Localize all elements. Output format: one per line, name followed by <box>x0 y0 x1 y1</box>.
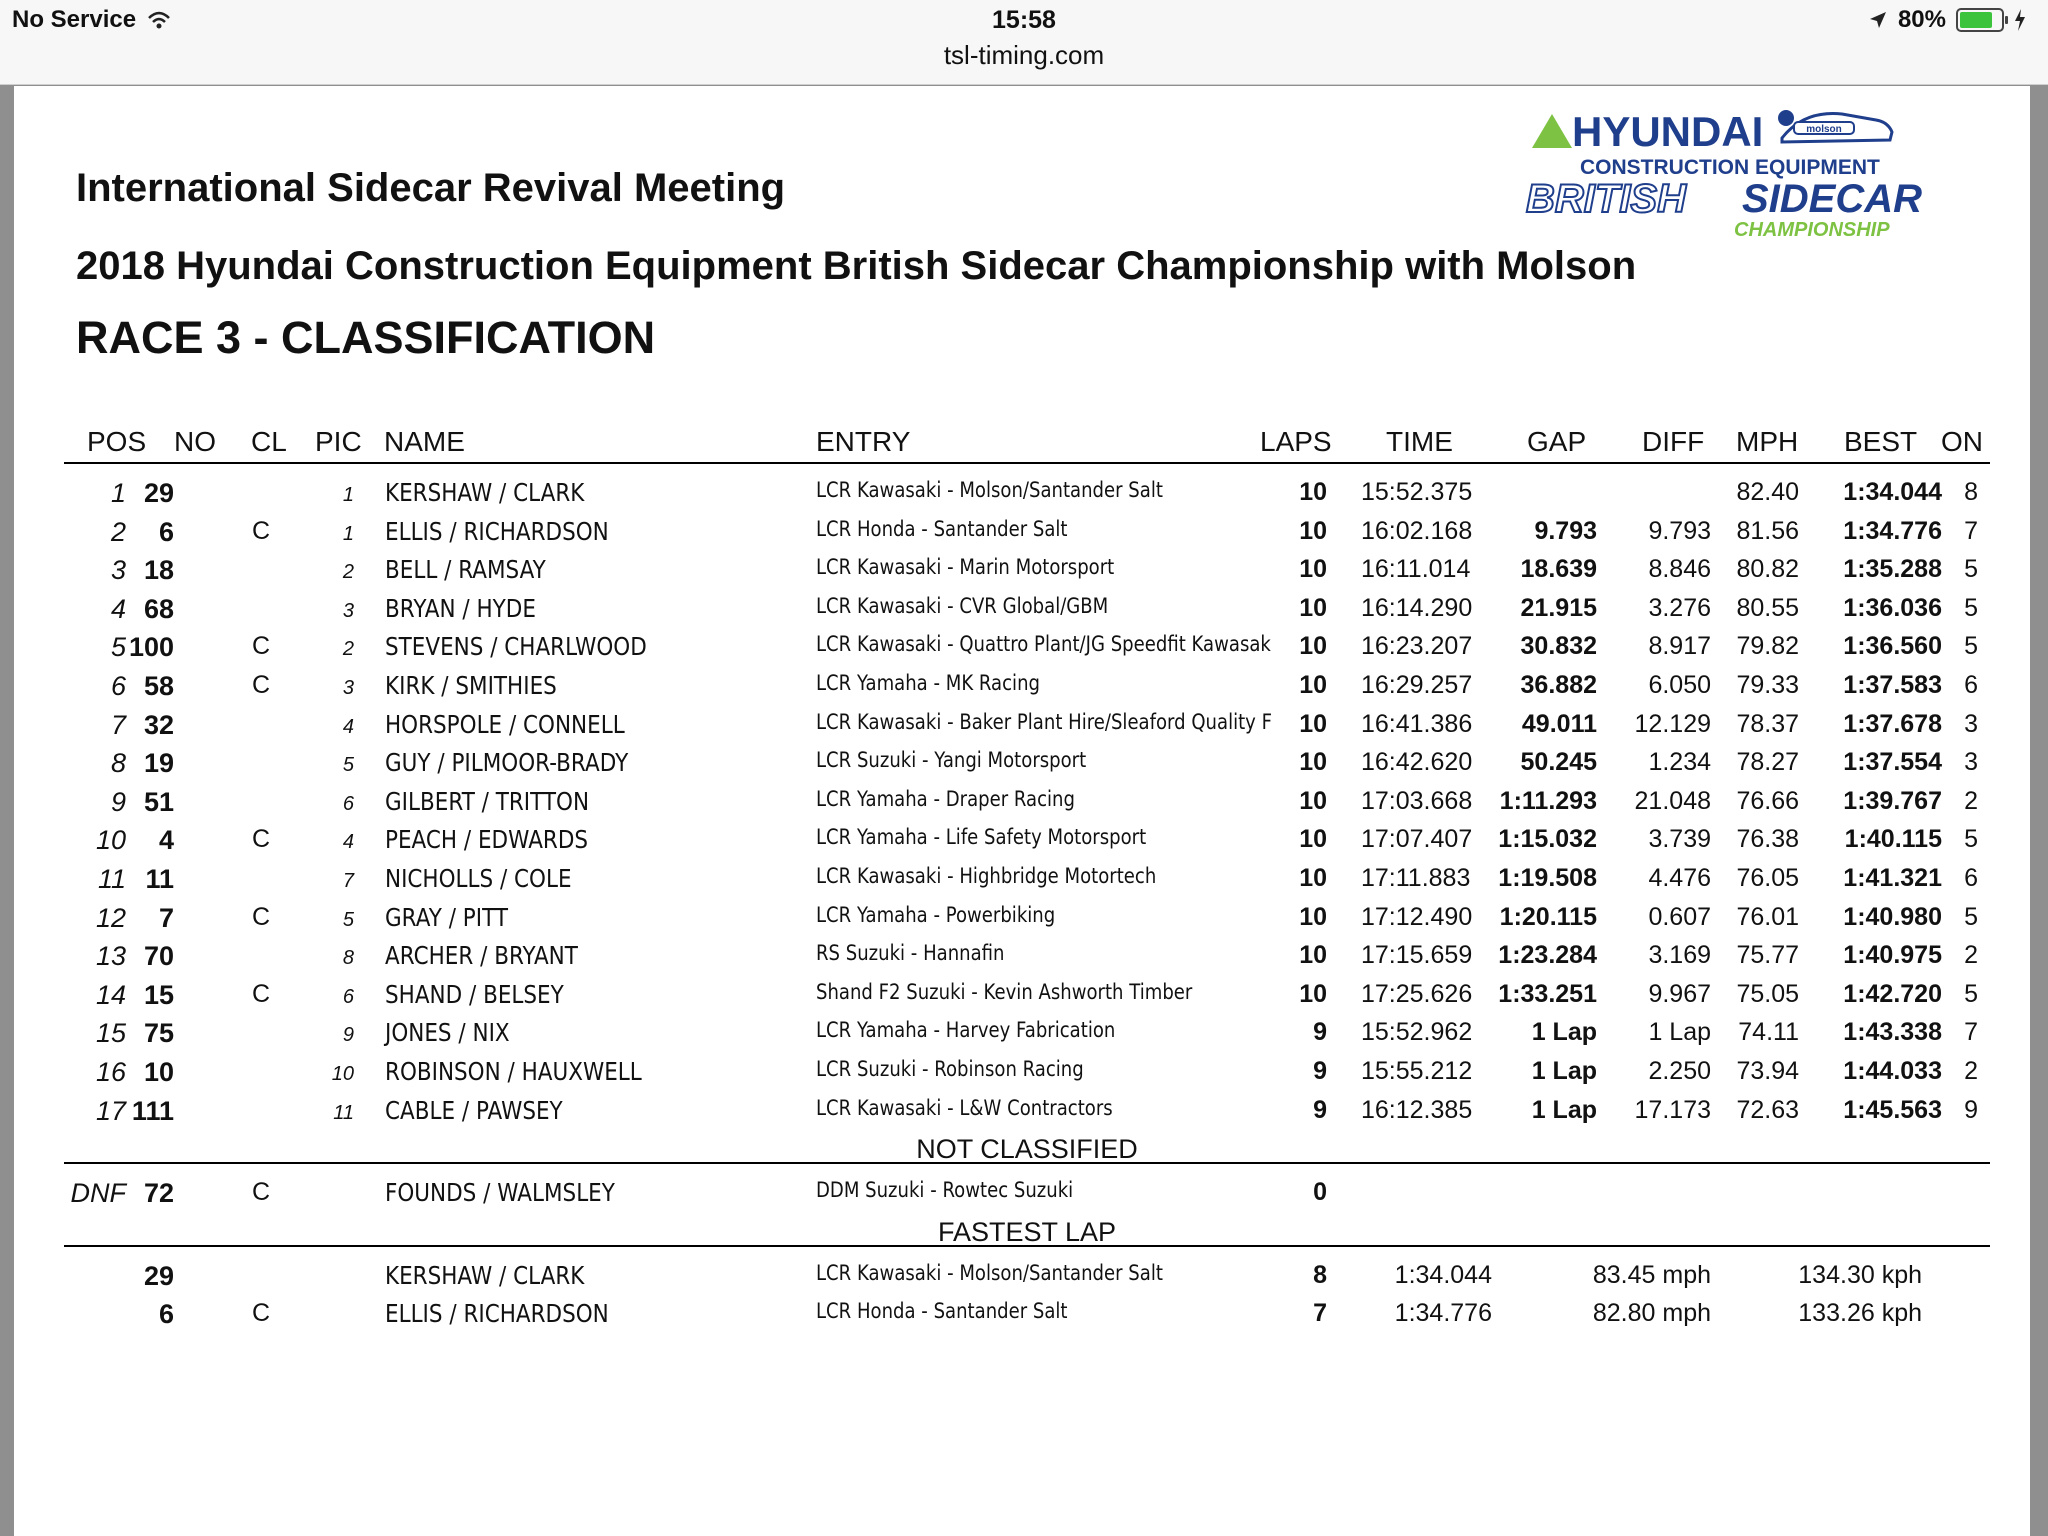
col-cl: CL <box>251 426 287 457</box>
cell-gap: 1:23.284 <box>1498 941 1597 970</box>
cell-on: 5 <box>1964 593 1978 622</box>
cell-cl: C <box>252 670 271 699</box>
cell-pos: 1 <box>110 478 126 508</box>
cell-diff: 8.917 <box>1648 632 1711 661</box>
cell-mph: 79.82 <box>1736 632 1799 661</box>
cell-pic: 5 <box>342 908 354 931</box>
cell-cl: C <box>252 825 271 854</box>
cell-best: 1:40.975 <box>1843 941 1942 970</box>
cell-on: 3 <box>1964 709 1978 738</box>
cell-gap: 1:11.293 <box>1499 786 1597 815</box>
cell-diff: 1 Lap <box>1648 1018 1711 1047</box>
cell-no: 75 <box>143 1018 174 1049</box>
cell-best: 1:40.980 <box>1843 902 1942 931</box>
cell-pos: 17 <box>95 1095 126 1126</box>
table-row <box>64 702 1990 741</box>
fastest-lap-row <box>64 1253 1990 1292</box>
cell-pic: 3 <box>342 676 354 699</box>
cell-laps: 0 <box>1313 1178 1327 1207</box>
cell-diff: 9.793 <box>1648 516 1711 545</box>
carrier-label: No Service <box>12 6 137 33</box>
cell-laps: 10 <box>1299 863 1327 892</box>
cell-time: 16:14.290 <box>1361 593 1473 622</box>
cell-on: 2 <box>1964 786 1978 815</box>
cell-gap: 1 Lap <box>1531 1095 1597 1124</box>
cell-gap: 1:20.115 <box>1499 902 1597 931</box>
table-row <box>64 1170 1990 1209</box>
cell-pic: 3 <box>342 599 354 622</box>
table-row <box>64 817 1990 856</box>
clock: 15:58 <box>992 6 1056 34</box>
cell-time: 1:34.776 <box>1394 1299 1492 1328</box>
col-entry: ENTRY <box>816 426 911 457</box>
cell-laps: 9 <box>1313 1056 1327 1085</box>
cell-best: 1:37.678 <box>1843 709 1942 738</box>
fastest-lap-body <box>64 1253 1990 1330</box>
table-row <box>64 1088 1990 1127</box>
cell-time: 15:52.962 <box>1361 1018 1473 1047</box>
cell-mph: 83.45 mph <box>1592 1260 1711 1289</box>
cell-no: 4 <box>158 825 174 856</box>
cell-name: BRYAN / HYDE <box>385 593 536 623</box>
cell-pic: 1 <box>342 522 354 545</box>
entry-text: LCR Yamaha - Life Safety Motorsport <box>816 825 1147 850</box>
cell-time: 17:11.883 <box>1361 863 1471 892</box>
cell-best: 1:34.044 <box>1843 478 1942 506</box>
cell-diff: 12.129 <box>1634 709 1711 738</box>
cell-pic: 2 <box>342 638 354 661</box>
cell-name: HORSPOLE / CONNELL <box>385 709 625 739</box>
cell-pos: 16 <box>95 1056 126 1087</box>
cell-name: KERSHAW / CLARK <box>385 478 585 507</box>
cell-mph: 80.55 <box>1736 593 1799 622</box>
cell-time: 16:11.014 <box>1361 555 1471 584</box>
cell-diff: 3.739 <box>1648 825 1711 854</box>
cell-time: 16:12.385 <box>1361 1095 1473 1124</box>
race-title: RACE 3 - CLASSIFICATION <box>76 312 656 363</box>
entry-text: LCR Yamaha - Harvey Fabrication <box>816 1018 1116 1043</box>
logo-british: BRITISH <box>1526 177 1686 221</box>
cell-laps: 10 <box>1299 516 1327 545</box>
cell-on: 5 <box>1964 555 1978 584</box>
championship-title: 2018 Hyundai Construction Equipment British Sidecar Championship with Molson <box>76 244 1637 288</box>
cell-lap: 7 <box>1313 1299 1327 1328</box>
entry-text: RS Suzuki - Hannafin <box>816 941 1005 966</box>
col-pic: PIC <box>315 426 362 457</box>
cell-laps: 9 <box>1313 1018 1327 1047</box>
fastest-lap-row <box>64 1291 1990 1330</box>
cell-laps: 10 <box>1299 941 1327 970</box>
cell-no: 18 <box>143 555 174 586</box>
cell-time: 17:07.407 <box>1361 825 1473 854</box>
table-row <box>64 509 1990 548</box>
cell-best: 1:34.776 <box>1843 516 1942 545</box>
entry-text: LCR Kawasaki - Baker Plant Hire/Sleaford Quality F <box>816 709 1273 734</box>
col-diff: DIFF <box>1642 426 1705 457</box>
cell-on: 3 <box>1964 748 1978 777</box>
cell-pic: 10 <box>331 1062 354 1085</box>
cell-mph: 81.56 <box>1736 516 1799 545</box>
cell-pos: 2 <box>110 516 126 547</box>
cell-on: 6 <box>1964 863 1978 892</box>
cell-time: 1:34.044 <box>1394 1260 1492 1289</box>
cell-time: 16:29.257 <box>1361 670 1473 699</box>
cell-gap: 21.915 <box>1520 593 1597 622</box>
cell-name: STEVENS / CHARLWOOD <box>385 632 647 662</box>
cell-no: 6 <box>158 516 174 547</box>
cell-diff: 3.276 <box>1648 593 1711 622</box>
cell-gap: 50.245 <box>1520 748 1597 777</box>
cell-gap: 9.793 <box>1534 516 1597 545</box>
cell-on: 2 <box>1964 941 1978 970</box>
cell-gap: 1 Lap <box>1531 1056 1597 1085</box>
col-time: TIME <box>1386 426 1453 457</box>
cell-name: GILBERT / TRITTON <box>385 786 590 816</box>
cell-best: 1:41.321 <box>1843 863 1942 892</box>
charging-bolt-icon <box>2014 9 2026 31</box>
cell-laps: 10 <box>1299 748 1327 777</box>
logo-sidecar: SIDECAR <box>1742 177 1923 221</box>
col-name: NAME <box>384 426 465 457</box>
entry-text: LCR Yamaha - MK Racing <box>816 670 1040 695</box>
cell-laps: 10 <box>1299 593 1327 622</box>
cell-laps: 10 <box>1299 709 1327 738</box>
entry-text: LCR Suzuki - Robinson Racing <box>816 1056 1084 1081</box>
cell-time: 17:25.626 <box>1361 979 1473 1008</box>
cell-name: GRAY / PITT <box>385 902 509 932</box>
cell-no: 68 <box>143 593 174 624</box>
cell-laps: 10 <box>1299 670 1327 699</box>
results-page <box>14 86 2030 1536</box>
cell-best: 1:36.036 <box>1843 593 1942 622</box>
results-body <box>64 470 1990 1126</box>
not-classified-heading: NOT CLASSIFIED <box>64 1126 1990 1164</box>
url-bar[interactable]: tsl-timing.com <box>943 40 1105 70</box>
table-row <box>64 933 1990 972</box>
cell-on: 7 <box>1964 516 1978 545</box>
cell-gap: 30.832 <box>1520 632 1597 661</box>
table-row <box>64 1049 1990 1088</box>
table-row <box>64 547 1990 586</box>
cell-name: GUY / PILMOOR-BRADY <box>385 748 629 778</box>
table-row <box>64 624 1990 663</box>
cell-laps: 9 <box>1313 1095 1327 1124</box>
cell-name: ROBINSON / HAUXWELL <box>385 1056 642 1086</box>
cell-diff: 8.846 <box>1648 555 1711 584</box>
cell-best: 1:37.554 <box>1843 748 1942 777</box>
cell-gap: 1:33.251 <box>1498 979 1597 1008</box>
cell-name: PEACH / EDWARDS <box>385 825 589 855</box>
cell-diff: 6.050 <box>1648 670 1711 699</box>
cell-on: 7 <box>1964 1018 1978 1047</box>
cell-name: BELL / RAMSAY <box>385 555 546 585</box>
table-row <box>64 972 1990 1011</box>
table-header <box>64 426 1990 464</box>
col-no: NO <box>174 426 216 457</box>
cell-gap: 36.882 <box>1520 670 1597 699</box>
cell-diff: 9.967 <box>1648 979 1711 1008</box>
cell-no: 51 <box>143 786 174 817</box>
cell-on: 2 <box>1964 1056 1978 1085</box>
cell-gap: 1:15.032 <box>1498 825 1597 854</box>
cell-best: 1:39.767 <box>1843 786 1942 815</box>
logo-championship: CHAMPIONSHIP <box>1734 219 1890 241</box>
cell-pic: 9 <box>342 1024 354 1047</box>
cell-gap: 1 Lap <box>1531 1018 1597 1047</box>
entry-text: LCR Suzuki - Yangi Motorsport <box>816 748 1087 773</box>
cell-mph: 76.05 <box>1736 863 1799 892</box>
sidecar-icon <box>1778 110 1892 142</box>
cell-pic: 4 <box>342 715 354 738</box>
cell-name: CABLE / PAWSEY <box>385 1095 563 1125</box>
col-best: BEST <box>1844 426 1918 457</box>
cell-pic: 1 <box>342 484 354 506</box>
table-row <box>64 586 1990 625</box>
table-row <box>64 470 1990 509</box>
col-gap: GAP <box>1527 426 1587 457</box>
cell-mph: 72.63 <box>1736 1095 1799 1124</box>
cell-no: 11 <box>145 863 174 894</box>
cell-name: JONES / NIX <box>385 1018 510 1048</box>
cell-pos: 3 <box>110 555 126 586</box>
cell-pic: 6 <box>342 985 354 1008</box>
cell-laps: 10 <box>1299 478 1327 506</box>
cell-time: 16:41.386 <box>1361 709 1473 738</box>
cell-on: 5 <box>1964 902 1978 931</box>
cell-no: 7 <box>158 902 174 933</box>
cell-on: 5 <box>1964 825 1978 854</box>
cell-pos: 13 <box>95 941 126 972</box>
hyundai-triangle-icon <box>1532 114 1572 148</box>
cell-diff: 2.250 <box>1648 1056 1711 1085</box>
cell-mph: 76.38 <box>1736 825 1799 854</box>
status-right <box>1868 6 2026 34</box>
cell-laps: 10 <box>1299 979 1327 1008</box>
cell-best: 1:44.033 <box>1843 1056 1942 1085</box>
cell-diff: 1.234 <box>1648 748 1711 777</box>
cell-laps: 10 <box>1299 786 1327 815</box>
table-row <box>64 779 1990 818</box>
cell-laps: 10 <box>1299 902 1327 931</box>
cell-kph: 133.26 kph <box>1798 1299 1922 1328</box>
cell-cl: C <box>252 1299 271 1328</box>
cell-laps: 10 <box>1299 555 1327 584</box>
cell-best: 1:36.560 <box>1843 632 1942 661</box>
cell-no: 15 <box>143 979 174 1010</box>
col-on: ON <box>1941 426 1983 457</box>
cell-lap: 8 <box>1313 1260 1327 1289</box>
cell-gap: 49.011 <box>1521 709 1597 738</box>
cell-name: KIRK / SMITHIES <box>385 670 557 700</box>
cell-mph: 80.82 <box>1736 555 1799 584</box>
col-mph: MPH <box>1736 426 1799 457</box>
cell-no: 58 <box>143 670 174 701</box>
col-laps: LAPS <box>1260 426 1332 457</box>
cell-pic: 11 <box>333 1101 354 1124</box>
cell-mph: 76.66 <box>1736 786 1799 815</box>
table-row <box>64 663 1990 702</box>
cell-time: 17:15.659 <box>1361 941 1473 970</box>
cell-no: 100 <box>128 632 174 663</box>
cell-pos: 5 <box>110 632 126 663</box>
cell-mph: 76.01 <box>1736 902 1799 931</box>
cell-mph: 79.33 <box>1736 670 1799 699</box>
cell-on: 8 <box>1964 478 1978 506</box>
cell-best: 1:45.563 <box>1843 1095 1942 1124</box>
cell-pic: 2 <box>342 561 354 584</box>
cell-on: 9 <box>1964 1095 1978 1124</box>
cell-laps: 10 <box>1299 632 1327 661</box>
cell-name: KERSHAW / CLARK <box>385 1260 585 1290</box>
col-pos: POS <box>87 426 147 457</box>
cell-kph: 134.30 kph <box>1798 1260 1922 1289</box>
cell-name: ARCHER / BRYANT <box>385 941 578 971</box>
entry-text: LCR Kawasaki - Marin Motorsport <box>816 555 1115 580</box>
cell-best: 1:43.338 <box>1843 1018 1942 1047</box>
cell-diff: 0.607 <box>1648 902 1711 931</box>
fastest-lap-heading: FASTEST LAP <box>64 1209 1990 1247</box>
entry-text: LCR Kawasaki - Molson/Santander Salt <box>816 478 1163 502</box>
cell-pos: 15 <box>95 1018 126 1049</box>
cell-pos: 8 <box>110 748 126 779</box>
cell-no: 6 <box>158 1299 174 1330</box>
entry-text: LCR Kawasaki - L&W Contractors <box>816 1095 1113 1120</box>
cell-pos: 12 <box>95 902 126 933</box>
championship-logo <box>1524 100 2004 248</box>
logo-badge: molson <box>1806 124 1842 135</box>
entry-text: LCR Kawasaki - Molson/Santander Salt <box>816 1260 1163 1285</box>
entry-text: LCR Kawasaki - CVR Global/GBM <box>816 593 1109 618</box>
entry-text: LCR Yamaha - Powerbiking <box>816 902 1056 927</box>
cell-mph: 75.05 <box>1736 979 1799 1008</box>
cell-on: 5 <box>1964 979 1978 1008</box>
battery-icon <box>1956 8 2004 32</box>
entry-text: LCR Honda - Santander Salt <box>816 516 1068 541</box>
logo-brand: HYUNDAI <box>1572 108 1764 155</box>
cell-best: 1:40.115 <box>1844 825 1942 854</box>
cell-pos: 6 <box>110 670 126 701</box>
cell-pos: 4 <box>110 593 126 624</box>
cell-cl: C <box>252 516 271 545</box>
cell-pic: 5 <box>342 754 354 777</box>
cell-mph: 78.27 <box>1736 748 1799 777</box>
cell-on: 6 <box>1964 670 1978 699</box>
cell-laps: 10 <box>1299 825 1327 854</box>
cell-name: SHAND / BELSEY <box>385 979 564 1009</box>
table-row <box>64 740 1990 779</box>
status-bar <box>0 0 2048 85</box>
table-row <box>64 895 1990 934</box>
cell-best: 1:35.288 <box>1843 555 1942 584</box>
cell-pos: 14 <box>95 979 126 1010</box>
cell-mph: 78.37 <box>1736 709 1799 738</box>
cell-no: 19 <box>143 748 174 779</box>
cell-time: 15:55.212 <box>1361 1056 1473 1085</box>
cell-gap: 1:19.508 <box>1498 863 1597 892</box>
cell-name: ELLIS / RICHARDSON <box>385 516 609 546</box>
cell-time: 17:03.668 <box>1361 786 1473 815</box>
results-table <box>64 426 1990 1330</box>
cell-time: 16:02.168 <box>1361 516 1473 545</box>
cell-pos: DNF <box>70 1178 126 1209</box>
table-row <box>64 1010 1990 1049</box>
cell-no: 29 <box>143 1260 174 1291</box>
cell-pic: 8 <box>342 947 354 970</box>
cell-pos: 7 <box>110 709 126 740</box>
cell-mph: 75.77 <box>1736 941 1799 970</box>
cell-best: 1:42.720 <box>1843 979 1942 1008</box>
cell-cl: C <box>252 632 271 661</box>
battery-percent: 80% <box>1897 6 1946 33</box>
cell-time: 17:12.490 <box>1361 902 1473 931</box>
cell-pos: 10 <box>95 825 126 856</box>
not-classified-body <box>64 1170 1990 1209</box>
event-title: International Sidecar Revival Meeting <box>76 166 786 210</box>
cell-diff: 17.173 <box>1634 1095 1711 1124</box>
cell-name: NICHOLLS / COLE <box>385 863 572 893</box>
cell-time: 16:23.207 <box>1361 632 1473 661</box>
cell-pic: 7 <box>342 869 354 892</box>
entry-text: LCR Kawasaki - Highbridge Motortech <box>816 863 1157 888</box>
cell-gap: 18.639 <box>1520 555 1597 584</box>
entry-text: LCR Kawasaki - Quattro Plant/JG Speedfit Kawasak <box>816 632 1271 657</box>
cell-no: 72 <box>143 1178 174 1209</box>
entry-text: Shand F2 Suzuki - Kevin Ashworth Timber <box>816 979 1193 1004</box>
table-row <box>64 856 1990 895</box>
cell-diff: 3.169 <box>1648 941 1711 970</box>
entry-text: LCR Honda - Santander Salt <box>816 1299 1068 1324</box>
cell-pos: 11 <box>97 863 126 894</box>
cell-pic: 6 <box>342 792 354 815</box>
cell-diff: 21.048 <box>1634 786 1711 815</box>
cell-mph: 73.94 <box>1736 1056 1799 1085</box>
cell-pos: 9 <box>110 786 126 817</box>
cell-cl: C <box>252 979 271 1008</box>
cell-best: 1:37.583 <box>1843 670 1942 699</box>
cell-mph: 82.80 mph <box>1592 1299 1711 1328</box>
cell-no: 70 <box>143 941 174 972</box>
cell-no: 10 <box>143 1056 174 1087</box>
cell-name: FOUNDS / WALMSLEY <box>385 1178 615 1208</box>
cell-time: 16:42.620 <box>1361 748 1473 777</box>
cell-on: 5 <box>1964 632 1978 661</box>
cell-diff: 4.476 <box>1648 863 1711 892</box>
cell-cl: C <box>252 902 271 931</box>
cell-no: 32 <box>143 709 174 740</box>
entry-text: DDM Suzuki - Rowtec Suzuki <box>816 1178 1074 1203</box>
logo-line2: CONSTRUCTION EQUIPMENT <box>1580 156 1880 179</box>
cell-name: ELLIS / RICHARDSON <box>385 1299 609 1329</box>
cell-no: 111 <box>131 1095 174 1126</box>
entry-text: LCR Yamaha - Draper Racing <box>816 786 1075 811</box>
cell-time: 15:52.375 <box>1361 478 1473 506</box>
cell-cl: C <box>252 1178 271 1207</box>
cell-mph: 74.11 <box>1738 1018 1799 1047</box>
cell-pic: 4 <box>342 831 354 854</box>
location-arrow-icon <box>1868 10 1888 30</box>
cell-no: 29 <box>143 478 174 508</box>
cell-mph: 82.40 <box>1736 478 1799 506</box>
